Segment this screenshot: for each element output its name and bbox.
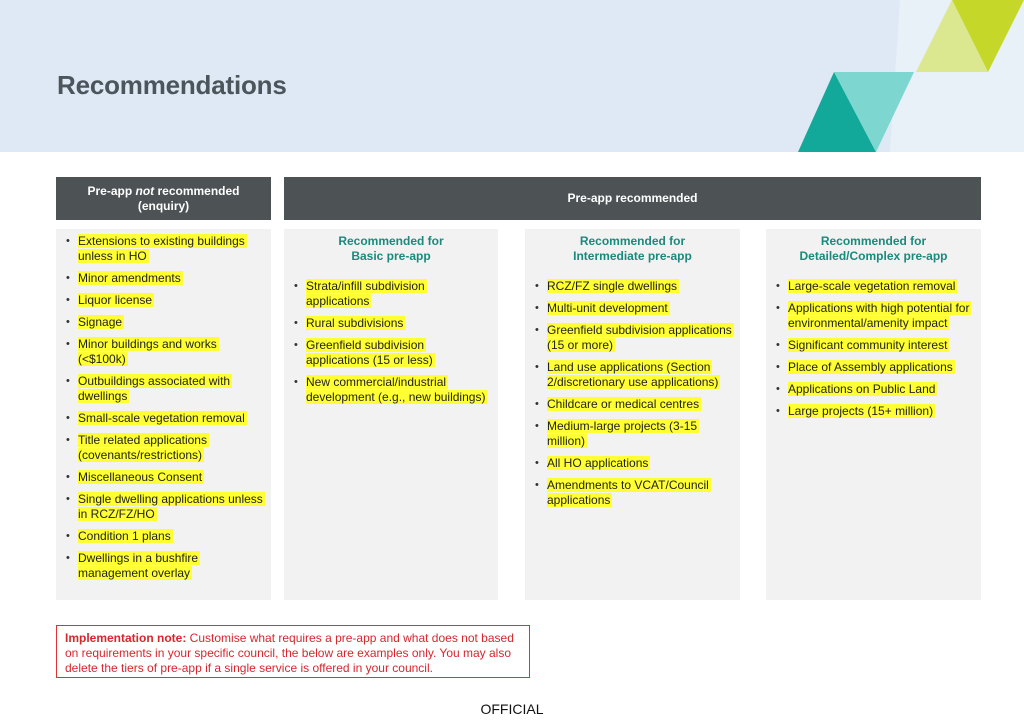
list-item <box>534 279 732 294</box>
list-item-text: Greenfield subdivision applications (15 or more) <box>547 323 732 352</box>
page-title: Recommendations <box>57 70 287 100</box>
list-item <box>65 492 263 522</box>
panel-title-detailed <box>766 229 981 279</box>
header-left-text-b: recommended <box>154 183 240 198</box>
list-item <box>534 456 732 471</box>
list-item <box>65 234 263 264</box>
list-item-text: Extensions to existing buildings unless in HO <box>78 234 245 263</box>
list-item-text: Liquor license <box>78 293 153 307</box>
header-left-line2: (enquiry) <box>137 198 190 213</box>
list-item <box>534 301 732 316</box>
list-item-text: Applications with high potential for environmental/amenity impact <box>788 301 970 330</box>
list-item-text: Strata/infill subdivision applications <box>306 279 425 308</box>
list-item-text: New commercial/industrial development (e.g., new buildings) <box>306 375 486 404</box>
list-item-text: Outbuildings associated with dwellings <box>78 374 231 403</box>
list-detailed <box>766 279 981 419</box>
panel-not-recommended <box>56 229 271 600</box>
header-left-italic: not <box>135 183 155 198</box>
list-item <box>534 478 732 508</box>
list-item <box>65 529 263 544</box>
note-text: Customise what requires a pre-app and what does not based on requirements in your specific council, the below are examples only. You may also delete the tiers of pre-app if a single service is offered in your council. <box>65 631 514 675</box>
list-item <box>65 551 263 581</box>
panel-title-line2: Intermediate pre-app <box>573 249 692 263</box>
list-item <box>65 293 263 308</box>
implementation-note <box>56 625 530 678</box>
list-item <box>65 337 263 367</box>
panel-basic <box>284 229 498 600</box>
list-item <box>65 411 263 426</box>
list-item-text: Large-scale vegetation removal <box>788 279 956 293</box>
list-item <box>65 374 263 404</box>
list-item-text: Small-scale vegetation removal <box>78 411 245 425</box>
list-item-text: RCZ/FZ single dwellings <box>547 279 678 293</box>
list-item-text: Land use applications (Section 2/discretionary use applications) <box>547 360 719 389</box>
header-pre-app-not-recommended <box>56 177 271 220</box>
list-item-text: Large projects (15+ million) <box>788 404 934 418</box>
panel-title-intermediate <box>525 229 740 279</box>
list-item-text: Greenfield subdivision applications (15 or less) <box>306 338 433 367</box>
header-left-line1 <box>87 184 239 199</box>
note-label: Implementation note: <box>65 631 187 645</box>
decorative-triangles <box>780 0 1024 152</box>
list-item-text: Rural subdivisions <box>306 316 404 330</box>
list-item <box>65 315 263 330</box>
list-item <box>65 470 263 485</box>
list-item <box>293 316 490 331</box>
list-item <box>534 419 732 449</box>
list-item <box>775 279 973 294</box>
list-item <box>293 279 490 309</box>
list-item <box>65 271 263 286</box>
list-item-text: Childcare or medical centres <box>547 397 700 411</box>
list-item <box>775 338 973 353</box>
panel-detailed <box>766 229 981 600</box>
list-item-text: Medium-large projects (3-15 million) <box>547 419 698 448</box>
panel-title-line1: Recommended for <box>338 234 444 248</box>
list-item <box>775 382 973 397</box>
panel-intermediate <box>525 229 740 600</box>
list-item <box>534 360 732 390</box>
list-item-text: Amendments to VCAT/Council applications <box>547 478 709 507</box>
panel-title-basic <box>284 229 498 279</box>
list-item <box>293 375 490 405</box>
list-item-text: Condition 1 plans <box>78 529 171 543</box>
panel-title-line1: Recommended for <box>820 234 927 248</box>
list-intermediate <box>525 279 740 508</box>
list-not-recommended <box>56 229 271 581</box>
list-item-text: All HO applications <box>547 456 649 470</box>
list-item <box>775 360 973 375</box>
list-item <box>65 433 263 463</box>
list-item-text: Signage <box>78 315 123 329</box>
list-item-text: Multi-unit development <box>547 301 668 315</box>
list-item-text: Minor buildings and works (<$100k) <box>78 337 217 366</box>
list-basic <box>284 279 498 405</box>
panel-title-line1: Recommended for <box>579 234 686 248</box>
list-item-text: Significant community interest <box>788 338 948 352</box>
list-item-text: Place of Assembly applications <box>788 360 953 374</box>
list-item-text: Single dwelling applications unless in RCZ/FZ/HO <box>78 492 263 521</box>
footer-classification: OFFICIAL <box>480 701 544 717</box>
panel-title-line2: Basic pre-app <box>351 249 431 263</box>
list-item <box>534 397 732 412</box>
list-item <box>293 338 490 368</box>
list-item <box>775 404 973 419</box>
list-item-text: Miscellaneous Consent <box>78 470 203 484</box>
list-item-text: Title related applications (covenants/restrictions) <box>78 433 207 462</box>
list-item-text: Applications on Public Land <box>788 382 936 396</box>
list-item <box>775 301 973 331</box>
list-item <box>534 323 732 353</box>
header-pre-app-recommended: Pre-app recommended <box>284 177 981 220</box>
panel-title-line2: Detailed/Complex pre-app <box>799 249 948 263</box>
list-item-text: Dwellings in a bushfire management overlay <box>78 551 199 580</box>
header-left-text-a: Pre-app <box>87 183 136 198</box>
list-item-text: Minor amendments <box>78 271 181 285</box>
